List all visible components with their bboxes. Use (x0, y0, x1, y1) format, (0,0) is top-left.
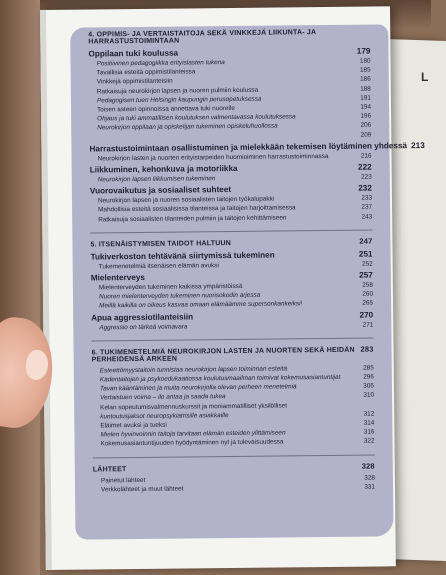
entry-page-number: 258 (362, 281, 373, 289)
toc-subentry (93, 437, 375, 449)
entry-title: Kelan sopeutumisvalmennuskurssit ja moniammatilliset yksilölliset (100, 402, 288, 412)
chapter-title: LÄHTEET (92, 465, 127, 474)
toc-section (90, 236, 373, 332)
background-table (0, 0, 40, 575)
entry-page-number: 179 (356, 46, 371, 56)
toc-subentry (91, 320, 373, 332)
entry-page-number: 251 (358, 249, 373, 259)
entry-page-number: 213 (411, 140, 425, 150)
entry-page-number: 265 (362, 299, 374, 308)
entry-page-number: 191 (360, 94, 371, 102)
section-divider (91, 337, 373, 341)
entry-page-number: 196 (360, 112, 372, 120)
section-divider (90, 229, 372, 233)
chapter-heading (88, 29, 370, 46)
entry-title: Oppilaan tuki koulussa (88, 48, 179, 59)
entry-page-number: 305 (363, 382, 374, 390)
entry-title: Apua aggressiotilanteisiin (91, 312, 194, 323)
toc-section (93, 461, 375, 494)
entry-title: Tukemenetelmiä itsenäisen elämän avuksi (98, 261, 219, 271)
toc-subentry (90, 212, 372, 224)
entry-page-number: 314 (363, 419, 375, 427)
entry-title: Mielenterveyden tukeminen kaikissa ympäristöissä (98, 282, 243, 292)
entry-title: Mielen hyvinvoinnin taitoja tarvitaan elämän esteiden ylittämiseen (100, 429, 286, 439)
entry-page-number: 310 (363, 391, 375, 400)
entry-page-number: 216 (360, 152, 372, 160)
entry-page-number: 186 (360, 75, 371, 84)
entry-title: Nuoren mielenterveyden tukeminen nuorisokodin arjessa (98, 291, 261, 301)
entry-title: Neurokirjon lapsen ja nuoren sosiaalisten taitojen työkalupakki (97, 195, 275, 205)
entry-page-number: 271 (362, 321, 374, 329)
entry-page-number: 233 (361, 194, 373, 202)
entry-title: Tukiverkoston tehtävänä siirtymissä tukeminen (90, 250, 275, 262)
chapter-heading (90, 236, 372, 248)
entry-page-number: 209 (360, 131, 372, 139)
entry-page-number: 322 (363, 438, 375, 446)
entry-title: Vinkkejä oppimistilanteisiin (96, 78, 173, 86)
entry-title: Neurokirjon oppilaan ja opiskelijan tukeminen opiskeluhuollossa (97, 122, 278, 132)
entry-title: Mielenterveys (90, 272, 146, 283)
entry-page-number: 328 (364, 474, 375, 482)
entry-page-number: 296 (363, 373, 374, 381)
entry-title: Verkkolähteet ja muut lähteet (100, 485, 184, 494)
entry-page-number: 222 (357, 162, 372, 172)
toc-section (92, 344, 375, 449)
book-cover-edge (40, 10, 52, 570)
entry-page-number: 312 (363, 410, 375, 418)
entry-title: Ratkaisuja neurokirjon lapsen ja nuoren pulmiin koulussa (96, 86, 259, 96)
entry-title: Neurokirjon lasten ja nuorten erityistarpeiden huomioiminen harrastustoiminnassa (97, 152, 329, 163)
chapter-heading (93, 461, 375, 473)
entry-title: kuntoutusjaksot neuropsykiatrisille asiakkaille (100, 411, 229, 421)
entry-page-number: 252 (361, 260, 373, 268)
chapter-page-number: 328 (361, 461, 375, 471)
entry-page-number: 260 (362, 290, 374, 298)
entry-title: Meillä kaikilla on oikeus kasvaa omaan elämäämme supersonkankeiksi! (99, 300, 303, 310)
entry-title: Vuorovaikutus ja sosiaaliset suhteet (89, 185, 232, 196)
entry-title: Pedagogisen tuen Helsingin kaupungin perusopetuksessa (96, 95, 262, 105)
entry-page-number: 257 (359, 270, 373, 280)
chapter-title: 5. ITSENÄISTYMISEN TAIDOT HALTUUN (90, 239, 232, 249)
entry-page-number: 316 (363, 428, 375, 436)
entry-title: Eläimet avuksi ja tueksi (100, 421, 167, 430)
entry-title: Tavan kääntäminen ja muita neurokirjolla olevan perheen menetelmiä (99, 383, 297, 393)
entry-title: Toisen asteen opinnoissa annettava tuki nuorelle (97, 104, 235, 114)
entry-title: Ratkaisuja sosiaalisten tilanteiden pulmiin ja taitojen kehittämiseen (98, 214, 287, 224)
section-divider (93, 454, 375, 458)
entry-title: Vertaistuen voima – ilo antaa ja saada tukea (100, 393, 226, 402)
entry-page-number: 232 (358, 183, 372, 193)
table-of-contents (88, 29, 425, 503)
chapter-page-number: 283 (360, 344, 374, 354)
entry-page-number: 206 (360, 121, 372, 130)
entry-title: Painetut lähteet (100, 476, 146, 485)
entry-page-number: 270 (359, 310, 374, 320)
entry-title: Aggressio on tärkeä voimavara (99, 323, 188, 332)
entry-title: Mahdollisia esteitä sosiaalisissa tilanteissa ja taitojen harjoittamisessa (98, 204, 296, 214)
entry-title: Tavallisia esteitä oppimistilanteissa (96, 68, 196, 77)
chapter-title: 6. TUKIMENETELMIÄ NEUROKIRJON LASTEN JA NUORTEN SEKÄ HEIDÄN PERHEIDENSÄ ARKEEN (91, 346, 355, 364)
toc-subentry (93, 482, 375, 494)
entry-page-number: 331 (364, 483, 376, 491)
entry-page-number: 285 (363, 364, 374, 372)
chapter-title: 4. OPPIMIS- JA VERTAISTAITOJA SEKÄ VINKKEJÄ LIIKUNTA- JA HARRASTUSTOIMINTAAN (88, 29, 317, 46)
entry-page-number: 194 (360, 103, 372, 111)
adjacent-book-page (386, 39, 446, 561)
chapter-heading (92, 344, 374, 363)
entry-title: Esteettömyystaitoin tunnistaa neurokirjon lapsen toiminnan esteitä (99, 365, 288, 375)
chapter-page-number: 247 (359, 236, 373, 246)
entry-page-number: 185 (359, 66, 371, 74)
entry-title: Kokemusasiantuntijuuden hyödyntäminen nyt ja tulevaisuudessa (100, 438, 284, 448)
entry-title: Liikkuminen, kehonkuva ja motoriikka (89, 163, 238, 175)
entry-title: Ohjaus ja tuki ammatillisen koulutuksen valmentavassa koulutuksessa (97, 113, 296, 123)
entry-title: Harrastustoimintaan osallistuminen ja mielekkään tekemisen löytäminen yhdessä (89, 140, 408, 154)
entry-title: Kädentaitojen ja psykoedukaatiossa koulutusmaailman toimivat kokemusasiantuntijat (99, 373, 341, 384)
entry-page-number: 180 (359, 57, 371, 65)
adjacent-page-letter: L (421, 70, 429, 84)
book-page (40, 6, 425, 570)
entry-page-number: 188 (360, 85, 371, 93)
toc-section (88, 29, 425, 225)
entry-page-number: 243 (361, 213, 373, 221)
entry-page-number: 237 (361, 203, 373, 212)
entry-title: Neurokirjon lapsen liikkumisen tukeminen (97, 175, 216, 184)
entry-page-number: 223 (361, 173, 372, 181)
entry-title: Positiivinen pedagogiikka erityislasten tukena (96, 59, 225, 68)
